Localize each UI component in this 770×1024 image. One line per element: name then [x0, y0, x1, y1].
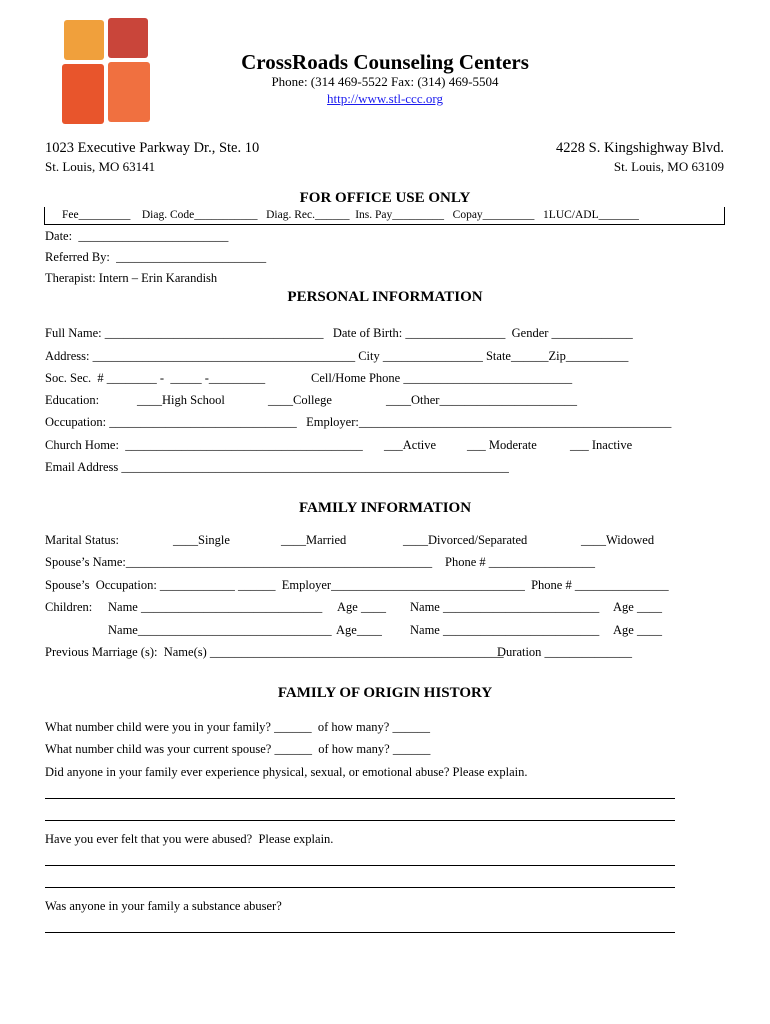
cell-phone-field[interactable]: Cell/Home Phone ___________________________ [311, 371, 573, 385]
question-spouse-child-number[interactable]: What number child was your current spouse? ______ of how many? ______ [45, 742, 431, 756]
address-left-line2: St. Louis, MO 63141 [45, 159, 156, 174]
duration-field[interactable]: Duration ______________ [497, 645, 633, 659]
child1-name-field[interactable]: Name _____________________________ [108, 600, 323, 614]
address-field[interactable]: Address: __________________________________________ City ________________ State______Zip__________ [45, 349, 629, 363]
question-substance-abuser: Was anyone in your family a substance abuser? [45, 899, 282, 913]
marital-single[interactable]: ____Single [173, 533, 230, 547]
family-info-heading: FAMILY INFORMATION [298, 500, 472, 516]
child4-name-field[interactable]: Name _________________________ [410, 623, 600, 637]
marital-married[interactable]: ____Married [281, 533, 347, 547]
marital-divorced[interactable]: ____Divorced/Separated [403, 533, 528, 547]
education-college[interactable]: ____College [268, 393, 332, 407]
question-felt-abused: Have you ever felt that you were abused? Please explain. [45, 832, 334, 846]
answer-line[interactable] [45, 887, 675, 888]
email-field[interactable]: Email Address ______________________________________________________________ [45, 460, 509, 474]
website-link[interactable]: http://www.stl-ccc.org [327, 91, 443, 106]
church-active[interactable]: ___Active [384, 438, 437, 452]
personal-info-heading: PERSONAL INFORMATION [287, 289, 483, 305]
address-right-line2: St. Louis, MO 63109 [613, 159, 724, 174]
date-field[interactable]: Date: ________________________ [45, 229, 229, 243]
education-other[interactable]: ____Other______________________ [386, 393, 577, 407]
child3-name-field[interactable]: Name_______________________________ [108, 623, 332, 637]
answer-line[interactable] [45, 798, 675, 799]
org-name: CrossRoads Counseling Centers [241, 50, 529, 74]
child1-age-field[interactable]: Age ____ [337, 600, 386, 614]
spouse-occupation-field[interactable]: Spouse’s Occupation: ____________ ______ Employer_______________________________ Phone # _______________ [45, 578, 669, 592]
children-label: Children: [45, 600, 93, 614]
child3-age-field[interactable]: Age____ [336, 623, 382, 637]
child2-name-field[interactable]: Name _________________________ [410, 600, 600, 614]
answer-line[interactable] [45, 932, 675, 933]
education-high-school[interactable]: ____High School [137, 393, 225, 407]
therapist-line: Therapist: Intern – Erin Karandish [45, 271, 218, 285]
address-right-line1: 4228 S. Kingshighway Blvd. [556, 140, 724, 156]
answer-line[interactable] [45, 820, 675, 821]
full-name-field[interactable]: Full Name: ___________________________________ Date of Birth: ________________ Gender _____________ [45, 326, 633, 340]
spouse-name-field[interactable]: Spouse’s Name:_________________________________________________ [45, 555, 433, 569]
occupation-field[interactable]: Occupation: ______________________________ Employer:__________________________________________________ [45, 415, 672, 429]
child2-age-field[interactable]: Age ____ [613, 600, 662, 614]
referred-by-field[interactable]: Referred By: ________________________ [45, 250, 267, 264]
office-use-heading: FOR OFFICE USE ONLY [299, 190, 471, 206]
question-family-abuse: Did anyone in your family ever experience physical, sexual, or emotional abuse? Please explain. [45, 765, 528, 779]
marital-status-label: Marital Status: [45, 533, 119, 547]
previous-marriage-field[interactable]: Previous Marriage (s): Name(s) _______________________________________________ [45, 645, 504, 659]
education-label: Education: [45, 393, 100, 407]
church-home-field[interactable]: Church Home: ______________________________________ [45, 438, 363, 452]
office-fields[interactable]: Fee_________ Diag. Code___________ Diag. Rec.______ Ins. Pay_________ Copay_________ 1LUC/ADL_______ [62, 209, 639, 221]
answer-line[interactable] [45, 865, 675, 866]
phone-line: Phone: (314 469-5522 Fax: (314) 469-5504 [271, 74, 499, 89]
family-origin-heading: FAMILY OF ORIGIN HISTORY [277, 685, 493, 701]
address-left-line1: 1023 Executive Parkway Dr., Ste. 10 [45, 140, 260, 156]
question-child-number[interactable]: What number child were you in your family? ______ of how many? ______ [45, 720, 430, 734]
spouse-phone-field[interactable]: Phone # _________________ [445, 555, 595, 569]
church-inactive[interactable]: ___ Inactive [570, 438, 633, 452]
child4-age-field[interactable]: Age ____ [613, 623, 662, 637]
soc-sec-field[interactable]: Soc. Sec. # ________ - _____ -_________ [45, 371, 266, 385]
church-moderate[interactable]: ___ Moderate [467, 438, 537, 452]
marital-widowed[interactable]: ____Widowed [581, 533, 655, 547]
